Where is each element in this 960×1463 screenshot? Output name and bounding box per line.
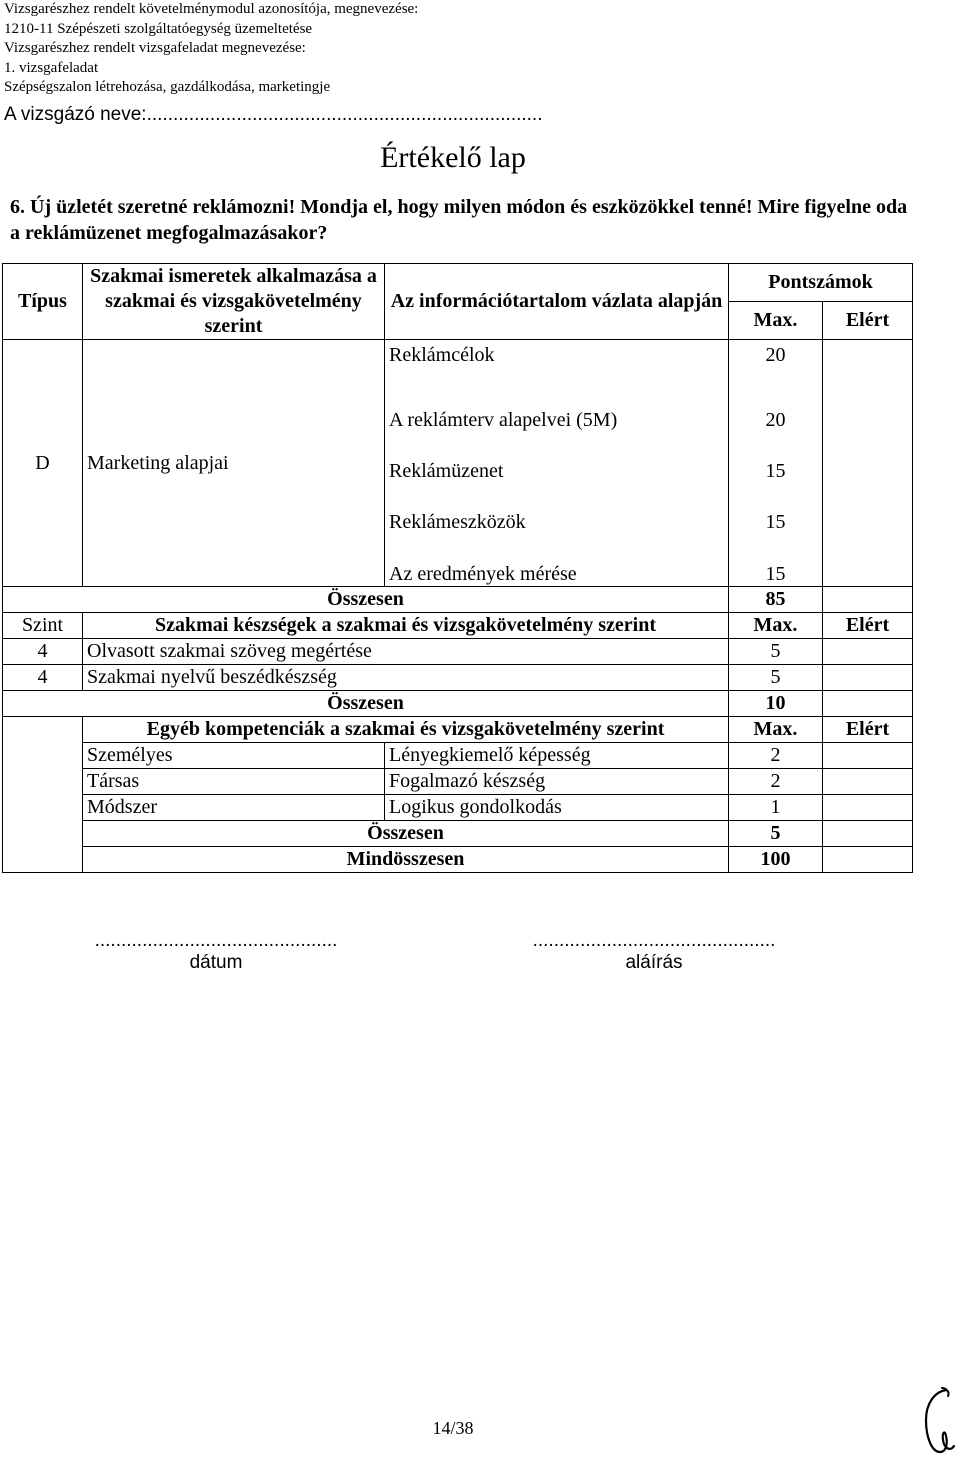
skill-label: Szakmai nyelvű beszédkészség <box>83 665 729 691</box>
achieved-score-cell[interactable] <box>823 665 913 691</box>
section-header-row <box>3 717 913 743</box>
subtotal-value: 85 <box>729 587 823 613</box>
date-block <box>86 930 346 974</box>
table-row <box>3 665 913 691</box>
max-score: 2 <box>729 769 823 795</box>
max-score: 2 <box>729 743 823 769</box>
col-content-header: Az információtartalom vázlata alapján <box>385 264 729 340</box>
achieved-score-cell[interactable] <box>823 769 913 795</box>
level-header: Szint <box>3 613 83 639</box>
table-header-row <box>3 264 913 302</box>
achieved-score-cell[interactable] <box>823 821 913 847</box>
date-label: dátum <box>189 952 243 973</box>
grand-total-row <box>3 847 913 873</box>
col-type-header: Típus <box>3 264 83 340</box>
table-row <box>3 743 913 769</box>
document-header <box>4 0 418 98</box>
content-item: Reklámeszközök <box>385 497 729 548</box>
signature-dots: .............................................. <box>532 930 776 951</box>
handwritten-initial-mark <box>916 1386 956 1458</box>
subtotal-value: 10 <box>729 691 823 717</box>
type-cell: D <box>3 340 83 587</box>
date-dots: .............................................. <box>94 930 338 951</box>
subtotal-row <box>3 587 913 613</box>
achieved-score-cell[interactable] <box>823 743 913 769</box>
grand-total-label: Mindösszesen <box>83 847 729 873</box>
subtotal-row <box>3 821 913 847</box>
achieved-score-cell[interactable] <box>823 340 913 587</box>
skills-header: Szakmai készségek a szakmai és vizsgakövetelmény szerint <box>83 613 729 639</box>
skill-label: Olvasott szakmai szöveg megértése <box>83 639 729 665</box>
table-row <box>3 340 913 396</box>
col-achieved-header: Elért <box>823 717 913 743</box>
empty-cell <box>3 717 83 873</box>
max-score: 20 <box>729 395 823 446</box>
col-max-header: Max. <box>729 717 823 743</box>
achieved-score-cell[interactable] <box>823 795 913 821</box>
achieved-score-cell[interactable] <box>823 587 913 613</box>
signature-block <box>524 930 784 974</box>
col-points-header: Pontszámok <box>729 264 913 302</box>
achieved-score-cell[interactable] <box>823 691 913 717</box>
content-item: Reklámüzenet <box>385 446 729 497</box>
page-number: 14/38 <box>432 1418 474 1438</box>
section-header-row <box>3 613 913 639</box>
table-row <box>3 795 913 821</box>
table-row <box>3 769 913 795</box>
competency-label: Logikus gondolkodás <box>385 795 729 821</box>
content-item: A reklámterv alapelvei (5M) <box>385 395 729 446</box>
max-score: 15 <box>729 446 823 497</box>
achieved-score-cell[interactable] <box>823 639 913 665</box>
max-score: 20 <box>729 340 823 396</box>
examinee-name-field: A vizsgázó neve:........................................................................... <box>4 104 543 125</box>
max-score: 5 <box>729 665 823 691</box>
table-row <box>3 639 913 665</box>
achieved-score-cell[interactable] <box>823 847 913 873</box>
task-question: 6. Új üzletét szeretné reklámozni! Mondja el, hogy milyen módon és eszközökkel tenné! Mire figyelne oda a reklámüzenet megfogalmazásakor? <box>10 196 908 244</box>
header-line: Vizsgarészhez rendelt követelménymodul azonosítója, megnevezése: <box>4 1 419 17</box>
competency-category: Társas <box>83 769 385 795</box>
subtotal-row <box>3 691 913 717</box>
col-knowledge-header: Szakmai ismeretek alkalmazása a szakmai és vizsgakövetelmény szerint <box>83 264 385 340</box>
level-cell: 4 <box>3 639 83 665</box>
subtotal-label: Összesen <box>3 691 729 717</box>
competency-category: Módszer <box>83 795 385 821</box>
max-score: 5 <box>729 639 823 665</box>
header-line: Vizsgarészhez rendelt vizsgafeladat megnevezése: <box>4 40 306 56</box>
col-achieved-header: Elért <box>823 613 913 639</box>
max-score: 15 <box>729 548 823 587</box>
level-cell: 4 <box>3 665 83 691</box>
subtotal-label: Összesen <box>83 821 729 847</box>
subtotal-label: Összesen <box>3 587 729 613</box>
header-line: 1210-11 Szépészeti szolgáltatóegység üzemeltetése <box>4 20 313 37</box>
content-item: Az eredmények mérése <box>385 548 729 587</box>
competency-label: Lényegkiemelő képesség <box>385 743 729 769</box>
competencies-header: Egyéb kompetenciák a szakmai és vizsgakövetelmény szerint <box>83 717 729 743</box>
evaluation-table <box>2 263 913 873</box>
signature-label: aláírás <box>625 952 683 973</box>
col-achieved-header: Elért <box>823 302 913 340</box>
competency-label: Fogalmazó készség <box>385 769 729 795</box>
grand-total-value: 100 <box>729 847 823 873</box>
content-item: Reklámcélok <box>385 340 729 396</box>
max-score: 15 <box>729 497 823 548</box>
header-line: Szépségszalon létrehozása, gazdálkodása, marketingje <box>4 79 331 95</box>
page-title: Értékelő lap <box>380 141 526 174</box>
topic-cell: Marketing alapjai <box>83 340 385 587</box>
competency-category: Személyes <box>83 743 385 769</box>
subtotal-value: 5 <box>729 821 823 847</box>
max-score: 1 <box>729 795 823 821</box>
col-max-header: Max. <box>729 302 823 340</box>
header-line: 1. vizsgafeladat <box>4 59 99 76</box>
col-max-header: Max. <box>729 613 823 639</box>
